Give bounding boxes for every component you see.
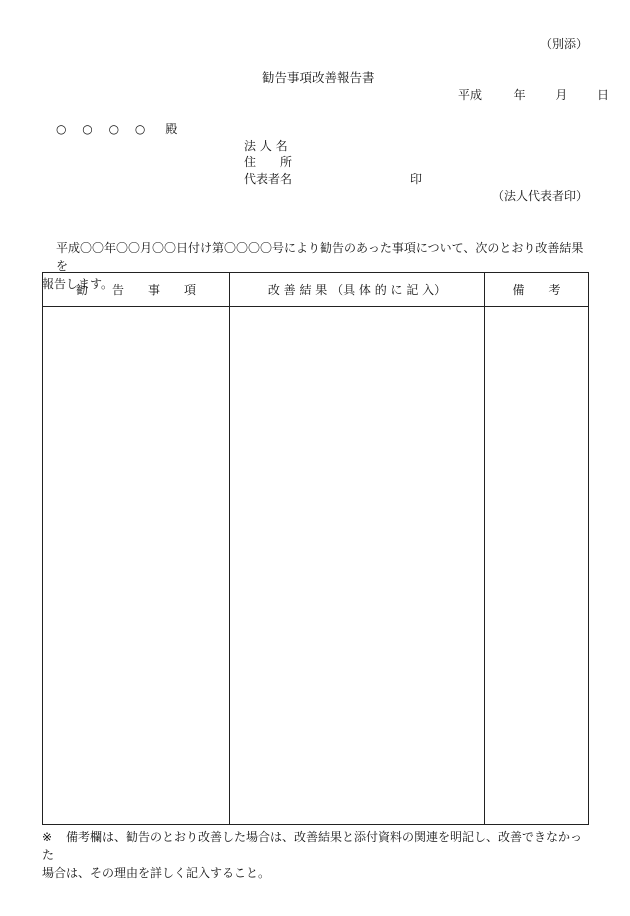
date-era: 平成 [458,88,483,102]
table-header-row [43,273,589,307]
recommendation-cell[interactable] [43,307,230,825]
footnote [42,828,590,882]
date-day: 日 [597,88,610,102]
date-year: 年 [513,88,526,102]
table-row [43,307,589,825]
column-header-recommendation: 勧 告 事 項 [43,273,230,307]
addressee-name: ○ ○ ○ ○ [56,122,152,136]
attachment-label: （別添） [539,37,588,51]
column-header-result: 改 善 結 果 （具 体 的 に 記 入） [230,273,485,307]
column-header-remarks: 備 考 [485,273,589,307]
address-label: 住 所 [244,155,293,169]
note-line-1: 備考欄は、勧告のとおり改善した場合は、改善結果と添付資料の関連を明記し、改善できなかった [42,830,583,862]
body-line-2: 報告します。 [42,277,114,291]
corp-name-label: 法 人 名 [244,139,288,153]
representative-label: 代表者名 [244,172,293,186]
addressee [56,123,177,135]
representative-seal-note: （法人代表者印） [491,189,588,203]
note-mark: ※ [42,830,53,844]
date-line [458,89,609,101]
seal-mark: 印 [410,172,423,186]
remarks-cell[interactable] [485,307,589,825]
addressee-honorific: 殿 [165,122,178,136]
body-line-1: 平成〇〇年〇〇月〇〇日付け第〇〇〇〇号により勧告のあった事項について、次のとおり改善結果を [56,241,584,273]
document-title: 勧告事項改善報告書 [262,70,375,85]
improvement-report-table [42,272,589,825]
note-line-2: 場合は、その理由を詳しく記入すること。 [42,866,271,880]
result-cell[interactable] [230,307,485,825]
date-month: 月 [555,88,568,102]
